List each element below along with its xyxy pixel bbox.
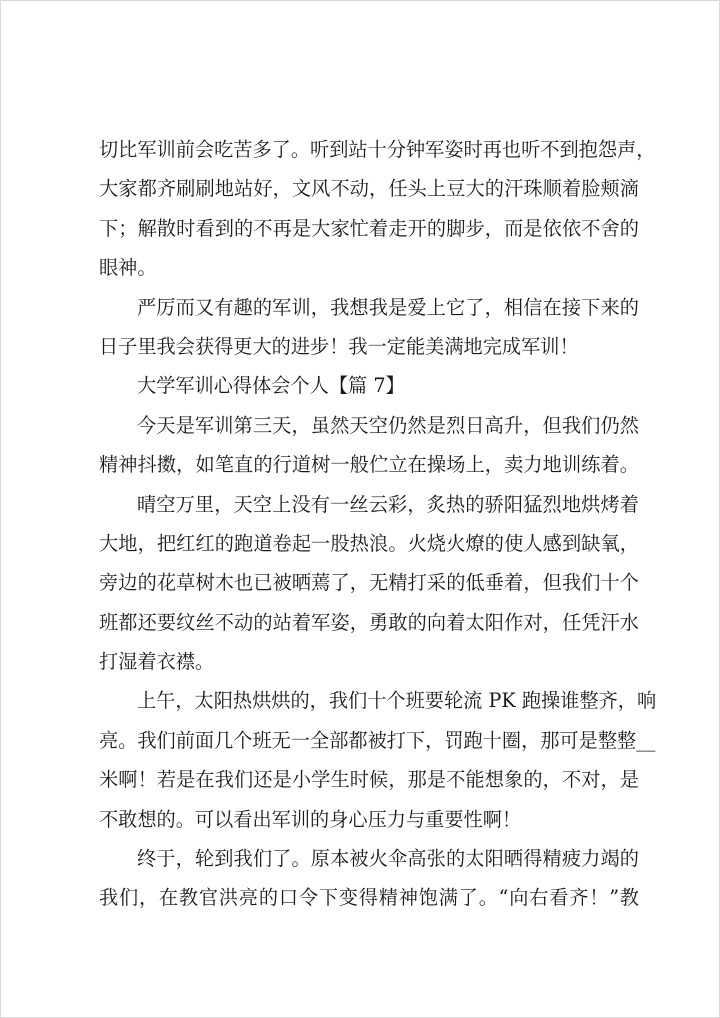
text-line: 我们，在教官洪亮的口令下变得精神饱满了。“向右看齐！”教 [99,886,639,910]
text-line: 日子里我会获得更大的进步！我一定能美满地完成军训！ [99,334,579,358]
text-line: 今天是军训第三天，虽然天空仍然是烈日高升，但我们仍然 [137,413,639,437]
text-line: 眼神。 [99,256,157,280]
section-heading: 大学军训心得体会个人【篇 7】 [137,374,405,398]
text-line: 下；解散时看到的不再是大家忙着走开的脚步，而是依依不舍的 [99,216,639,240]
text-line: 旁边的花草树木也已被晒蔫了，无精打采的低垂着，但我们十个 [99,571,639,595]
text-line: 终于，轮到我们了。原本被火伞高张的太阳晒得精疲力竭的 [137,847,639,871]
text-line: 不敢想的。可以看出军训的身心压力与重要性啊！ [99,807,522,831]
text-line: 米啊！若是在我们还是小学生时候，那是不能想象的，不对，是 [99,768,639,792]
text-line: 班都还要纹丝不动的站着军姿，勇敢的向着太阳作对，任凭汗水 [99,610,639,634]
text-line: 精神抖擞，如笔直的行道树一般伫立在操场上，卖力地训练着。 [99,453,639,477]
text-line: 切比军训前会吃苦多了。听到站十分钟军姿时再也听不到抱怨声， [99,138,656,161]
text-line: 晴空万里，天空上没有一丝云彩，炙热的骄阳猛烈地烘烤着 [137,492,639,516]
text-line: 打湿着衣襟。 [99,650,215,674]
text-line: 上午，太阳热烘烘的，我们十个班要轮流 PK 跑操谁整齐，响 [137,689,657,713]
text-line: 大地，把红红的跑道卷起一股热浪。火烧火燎的使人感到缺氧， [99,531,639,555]
body-text [99,130,657,918]
text-line: 严厉而又有趣的军训，我想我是爱上它了，相信在接下来的 [137,295,639,319]
text-line: 大家都齐刷刷地站好，文风不动，任头上豆大的汗珠顺着脸颊滴 [99,177,639,201]
text-line: 亮。我们前面几个班无一全部都被打下，罚跑十圈，那可是整整__ [99,728,656,752]
